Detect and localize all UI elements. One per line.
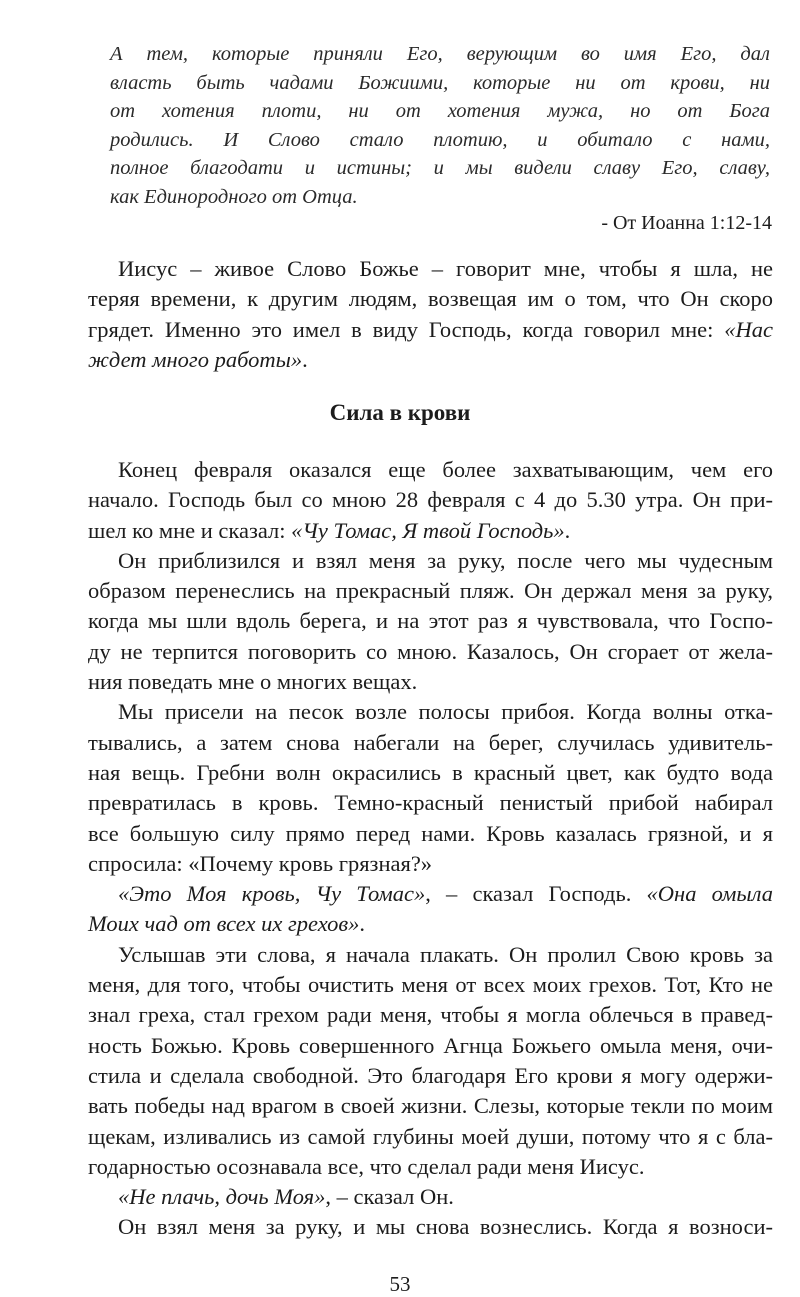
italic-text: А тем, которые приняли Его, верующим во имя Его, дал [110, 43, 770, 65]
section-heading: Сила в крови [329, 400, 471, 425]
text: начало. Господь был со мною 28 февраля с 4 до 5.30 утра. Он при- [88, 487, 773, 513]
text: ния поведать мне о многих вещах. [88, 669, 418, 695]
text-line [88, 909, 773, 939]
text-line [110, 183, 770, 212]
text: , – сказал Он. [325, 1184, 454, 1210]
text-line [88, 697, 773, 727]
text-line [88, 1152, 773, 1182]
page-number: 53 [389, 1272, 411, 1296]
text-line [88, 1182, 773, 1212]
text: Конец февраля оказался еще более захватывающим, чем его [118, 457, 773, 482]
text-line [88, 1091, 773, 1121]
text-line [88, 788, 773, 818]
text: спросила: «Почему кровь грязная?» [88, 850, 433, 876]
text: ность Божью. Кровь совершенного Агнца Божьего омыла меня, очи- [88, 1032, 773, 1058]
italic-text: «Нас [724, 316, 773, 342]
text-line [110, 97, 770, 126]
italic-text: родились. И Слово стало плотию, и обитало с нами, [110, 128, 770, 151]
text-line [88, 485, 773, 515]
text: тывались, а затем снова набегали на берег, случилась удивитель- [88, 729, 773, 755]
italic-text: «Она омыла [646, 881, 773, 907]
text: . [302, 346, 308, 372]
text: все большую силу прямо перед нами. Кровь казалась грязной, и я [88, 820, 773, 846]
italic-text: как Единородного от Отца. [110, 185, 358, 208]
text-line [88, 1212, 773, 1242]
text-line [88, 637, 773, 667]
italic-text: ждет много работы» [88, 346, 303, 372]
text: Мы присели на песок возле полосы прибоя. Когда волны отка- [118, 699, 773, 725]
text-line [88, 516, 773, 546]
text: Он приблизился и взял меня за руку, после чего мы чудесным [118, 547, 773, 573]
text: , – сказал Господь. [425, 881, 647, 907]
italic-text: «Чу Томас, Я твой Господь» [291, 517, 565, 543]
text: . [564, 517, 571, 543]
text-line [88, 576, 773, 606]
text: стила и сделала свободной. Это благодаря Его крови я могу одержи- [88, 1062, 773, 1088]
text-line [88, 606, 773, 636]
text-line [88, 455, 773, 485]
text-line [88, 728, 773, 758]
text: ная вещь. Гребни волн окрасились в красный цвет, как будто вода [88, 759, 773, 785]
text: образом перенеслись на прекрасный пляж. Он держал меня за руку, [88, 578, 773, 604]
text: теряя времени, к другим людям, возвещая им о том, что Он скоро [88, 286, 773, 312]
text: годарностью осознавала все, что сделал ради меня Иисус. [88, 1153, 645, 1179]
text: щекам, изливались из самой глубины моей души, потому что я с бла- [88, 1123, 773, 1149]
text-line [110, 40, 770, 69]
text-line [88, 1000, 773, 1030]
text: превратилась в кровь. Темно-красный пенистый прибой набирал [88, 790, 773, 816]
text-line [88, 345, 773, 375]
italic-text: «Это Моя кровь, Чу Томас» [118, 881, 426, 907]
text: знал греха, стал грехом ради меня, чтобы я могла облечься в правед- [88, 1002, 773, 1028]
text: когда мы шли вдоль берега, и на этот раз я чувствовала, что Госпо- [88, 608, 773, 634]
text-line [110, 154, 770, 183]
text-line [88, 879, 773, 909]
text-line [88, 758, 773, 788]
epigraph-citation: - От Иоанна 1:12-14 [601, 212, 772, 234]
text-line [88, 849, 773, 879]
italic-text: от хотения плоти, ни от хотения мужа, но от Бога [110, 100, 770, 122]
italic-text: полное благодати и истины; и мы видели славу Его, славу, [110, 157, 770, 179]
text: вать победы над врагом в своей жизни. Слезы, которые текли по моим [88, 1093, 773, 1119]
italic-text: «Не плачь, дочь Моя» [118, 1184, 326, 1210]
text-line [88, 254, 773, 284]
intro-paragraph [88, 254, 773, 375]
text: Услышав эти слова, я начала плакать. Он пролил Свою кровь за [118, 941, 773, 967]
italic-text: власть быть чадами Божиими, которые ни от крови, ни [110, 71, 770, 94]
text: . [359, 911, 366, 937]
text-line [88, 315, 773, 345]
text-line [88, 970, 773, 1000]
text-line [110, 69, 770, 98]
section-body [88, 455, 773, 1243]
text: Иисус – живое Слово Божье – говорит мне, чтобы я шла, не [118, 256, 773, 281]
text: грядет. Именно это имел в виду Господь, когда говорил мне: [88, 316, 725, 342]
text: ду не терпится поговорить со мною. Казалось, Он сгорает от жела- [88, 638, 773, 664]
text-line [88, 546, 773, 576]
text-line [88, 819, 773, 849]
text: меня, для того, чтобы очистить меня от всех моих грехов. Тот, Кто не [88, 972, 773, 998]
text: Он взял меня за руку, и мы снова вознеслись. Когда я возноси- [118, 1214, 773, 1240]
text-line [88, 667, 773, 697]
text-line [88, 1031, 773, 1061]
text-line [88, 1061, 773, 1091]
text-line [88, 1122, 773, 1152]
text-line [110, 126, 770, 155]
epigraph-quote [110, 40, 770, 211]
text: шел ко мне и сказал: [88, 517, 292, 543]
text-line [88, 940, 773, 970]
italic-text: Моих чад от всех их грехов» [88, 911, 360, 937]
text-line [88, 284, 773, 314]
